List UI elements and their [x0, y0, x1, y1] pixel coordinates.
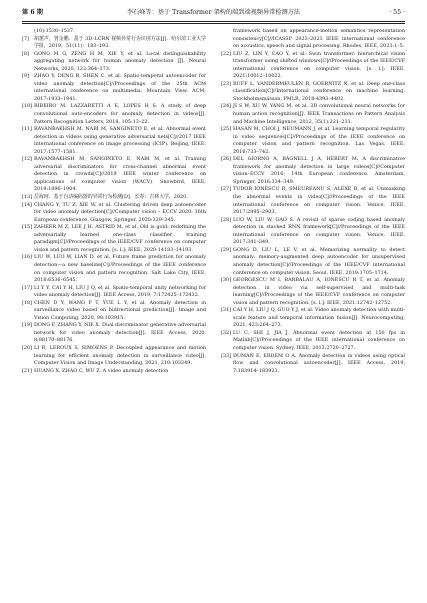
reference-text: CAI Y H, LIU J Q, GUO Y J, et al. Video anomaly detection with multi-scale feature and temporal information fusion[J]. Neurocomputing, 2021, 423:264–273. — [233, 307, 405, 329]
reference-text: framework based on appearance-motion semantics representation consistency[C]//ICASSP 2023–2023 IEEE international conference on acoustics, speech and signal processing. Rhodes, IEEE, 2023:1–5. — [233, 28, 405, 50]
reference-number: [7] — [22, 35, 29, 42]
reference-text: TUDOR IONESCU R, SMEUREANU S, ALEXE B, et al. Unmasking the abnormal events in video[C]//Proceedings of the IEEE international conference on computer vision. Venice, IEEE, 2017:2895–2903. — [233, 186, 405, 216]
reference-number: [19] — [22, 322, 33, 329]
reference-number: [30] — [221, 277, 232, 284]
reference-text: LU C, SHI J, JIA J. Abnormal event detection at 150 fps in Matlab[C]//Proceedings of the IEEE international conference on computer vision. Sydney, IEEE, 2013:2720–2727. — [233, 329, 405, 351]
reference-number: [21] — [22, 367, 33, 374]
reference-entry — [221, 330, 405, 353]
reference-text: (10):1530–1537. — [34, 28, 75, 34]
reference-entry — [22, 202, 206, 225]
reference-number: [32] — [221, 329, 232, 336]
reference-text: DEL GIORNO A, BAGNELL J A, HEBERT M. A discriminative framework for anomaly detection in large videos[C]//Computer vision–ECCV 2016; 14th European conference. Amsterdam, Springer, 2016:334–349. — [233, 156, 405, 185]
reference-text: DUMAN E, ERDEM O A. Anomaly detection in videos using optical flow and convolutional autoencoder[J]. IEEE Access, 2019, 7:183914–183923. — [233, 352, 405, 374]
reference-number: [28] — [221, 216, 232, 223]
reference-text: JI S W, XU W, YANG M, et al. 3D convolutional neural networks for human action recognition[J]. IEEE Transactions on Pattern Analysis and Machine Intelligence, 2012, 35(1):221–231. — [233, 103, 405, 125]
reference-number: [29] — [221, 246, 232, 253]
reference-number: [17] — [22, 284, 33, 291]
reference-entry — [221, 126, 405, 156]
reference-entry — [22, 322, 206, 345]
reference-entry — [22, 194, 206, 202]
reference-entry — [22, 156, 206, 194]
header-rule — [22, 21, 405, 22]
reference-text: LIU Z, LIN Y, CAO Y, et al. Swin transformer: hierarchical vision transformer using shifted windows[C]//Proceedings of the IEEE/CVF international conference on computer vision. [s. l.]: IEEE, 2021:10012–10022. — [233, 50, 405, 80]
reference-number: [25] — [221, 126, 232, 133]
reference-text: 胡蕙声，曾金鹏．基于 3D–LCRN 视频异常行为识别方法[J]．哈尔滨工业大学学报，2019，51(11)：183–193. — [34, 35, 206, 50]
reference-entry — [221, 247, 405, 277]
reference-text: LUO W, LIU W, GAO S. A revisit of sparse coding based anomaly detection in stacked RNN framework[C]//Proceedings of the IEEE international conference on computer vision. Venice, IEEE, 2017:341–349. — [233, 216, 405, 246]
reference-entry — [221, 353, 405, 376]
reference-column-right — [221, 28, 405, 597]
reference-text: DONG F, ZHANG Y, NIE X. Dual discriminator generative adversarial network for video anomaly detection[J]. IEEE Access, 2020, 8:88170–88176. — [34, 322, 206, 344]
reference-number: [13] — [22, 194, 33, 201]
reference-text: HUANG X, ZHAO C, WU Z. A video anomaly detection — [34, 367, 169, 374]
reference-text: RIBEIRO M, LAZZARETTI A E, LOPES H S. A study of deep convolutional auto-encoders for anomaly detection in videos[J]. Pattern Recognition Letters, 2018, 105:13–22. — [34, 103, 206, 125]
issue-number: 第 6 期 — [22, 8, 43, 16]
reference-entry — [22, 36, 206, 51]
reference-entry — [221, 307, 405, 330]
reference-text: CHEN D Y, WANG P T, YUE L Y, et al. Anomaly detection in surveillance video based on bidirectional prediction[J]. Image and Vision Computing, 2020, 98:103915. — [34, 299, 206, 321]
reference-number: [31] — [221, 307, 232, 314]
reference-number: [33] — [221, 352, 232, 359]
reference-entry — [221, 186, 405, 216]
reference-number: [22] — [221, 50, 232, 57]
reference-number: [23] — [221, 80, 232, 87]
reference-text: GONG M G, ZENG H M, XIE Y, et al. Local distinguishability aggregating network for human anomaly detection [J]. Neural Networks, 2020, 122:364–373. — [34, 50, 206, 72]
reference-text: RUFF L, VANDERMEULEN R, GOERNITZ N, et al. Deep one-class classification[C]//International conference on machine learning. Stockholmsmässan, PMLR, 2018:4393–4402. — [233, 80, 405, 102]
reference-number: [24] — [221, 103, 232, 110]
reference-entry — [221, 103, 405, 126]
reference-text: LI Y Y, CAI Y H, LIU J Q, et al. Spatio-temporal unity networking for video anomaly detection[J]. IEEE Access, 2019, 7:172425–172432. — [34, 284, 206, 299]
reference-entry — [22, 300, 206, 323]
reference-text: CHANG Y, TU Z, XIE W, et al. Clustering driven deep autoencoder for video anomaly detection[C]//Computer vision – ECCV 2020: 16th European conference. Glasgow, Springer, 2020:329–345. — [34, 201, 206, 223]
header-rule-thin — [22, 23, 405, 24]
reference-text: 岳海珂．基于自动编码器的异常行为检测[D]．长春：吉林大学，2020. — [34, 194, 188, 201]
reference-entry — [221, 28, 405, 51]
reference-entry — [22, 28, 206, 36]
reference-text: LIU W, LUO W, LIAN D, et al. Future frame prediction for anomaly detection—a new baseline[C]//Proceedings of the IEEE conference on computer vision and pattern recognition. Salt Lake City, IEEE, 2018:6536–6545. — [34, 254, 206, 284]
reference-entry — [221, 81, 405, 104]
reference-text: RAVANBAKHSH M, NABI M, SANGINETO E, et al. Abnormal event detection in videos using generative adversarial nets[C]//2017 IEEE international conference on image processing (ICIP). Beijing, IEEE, 2017:1577–1581. — [34, 126, 206, 155]
reference-entry — [22, 345, 206, 368]
reference-entry — [22, 368, 206, 376]
page-number: · 55 · — [389, 8, 405, 16]
running-title: 李石峰等：基于 Transformer 架构的端到端视频异常检测方法 — [126, 8, 301, 16]
reference-entry — [221, 156, 405, 186]
reference-entry — [221, 217, 405, 247]
page-header — [22, 6, 405, 20]
reference-entry — [22, 254, 206, 284]
reference-number: [10] — [22, 103, 33, 110]
reference-text: GONG D, LIU L, LE V, et al. Memorizing normality to detect anomaly: memory-augmented deep autoencoder for unsupervised anomaly detection[C]//Proceedings of the IEEE/CVF international conference on computer vision. Seoul, IEEE, 2019:1705–1714. — [233, 246, 405, 276]
reference-number: [9] — [22, 73, 29, 80]
reference-number: [27] — [221, 186, 232, 193]
reference-entry — [221, 277, 405, 307]
reference-number: [8] — [22, 50, 29, 57]
reference-number: [20] — [22, 344, 33, 351]
reference-number: [18] — [22, 299, 33, 306]
reference-entry — [22, 126, 206, 156]
reference-entry — [22, 51, 206, 74]
reference-entry — [221, 51, 405, 81]
reference-entry — [22, 73, 206, 103]
reference-text: ZAHEER M Z, LEE J H, ASTRID M, et al. Old is gold: redefining the adversarially learned one-class classifier training paradigm[C]//Proceedings of the IEEE/CVF conference on computer vision and pattern recognition. [s. l.]: IEEE, 2020:14183–14193. — [34, 224, 206, 253]
reference-text: HASAN M, CHOI J, NEUMANN J, et al. Learning temporal regularity in video sequences[C]//Proceedings of the IEEE conference on computer vision and pattern recognition. Las Vegas, IEEE, 2016:733–742. — [233, 126, 405, 155]
reference-entry — [22, 285, 206, 300]
reference-number: [15] — [22, 224, 33, 231]
reference-entry — [22, 224, 206, 254]
reference-entry — [22, 103, 206, 126]
reference-number: [26] — [221, 156, 232, 163]
reference-text: ZHAO Y, DENG B, SHEN C, et al. Spatio-temporal autoencoder for video anomaly detection[C]//Proceedings of the 25th ACM international conference on multimedia. Mountain View, ACM, 2017:1933–1941. — [34, 73, 206, 102]
reference-number: [11] — [22, 126, 33, 133]
reference-number: [16] — [22, 254, 33, 261]
reference-number: [14] — [22, 201, 33, 208]
reference-text: LI B, LEROUX S, SIMOENS P. Decoupled appearance and motion learning for efficient anomaly detection in surveillance video[J]. Computer Vision and Image Understanding, 2021, 210:103249. — [34, 344, 206, 367]
reference-text: RAVANBAKHSH M, SANGINETO E, NABI M, et al. Training adversarial discriminators for cross-channel abnormal event detection in crowds[C]//2019 IEEE winter conference on applications of computer vision (WACV). Snowbird, IEEE, 2019:1896–1904. — [34, 156, 206, 193]
reference-number: [12] — [22, 156, 33, 163]
reference-column-left — [22, 28, 206, 597]
reference-text: GEORGESCU M I, BARBALAU A, IONESCU R T, et al. Anomaly detection in video via self-supervised and multi-task learning[C]//Proceedings of the IEEE/CVF conference on computer vision and pattern recognition. [s. l.]: IEEE, 2021:12742–12752. — [233, 277, 405, 306]
reference-columns — [22, 28, 405, 597]
